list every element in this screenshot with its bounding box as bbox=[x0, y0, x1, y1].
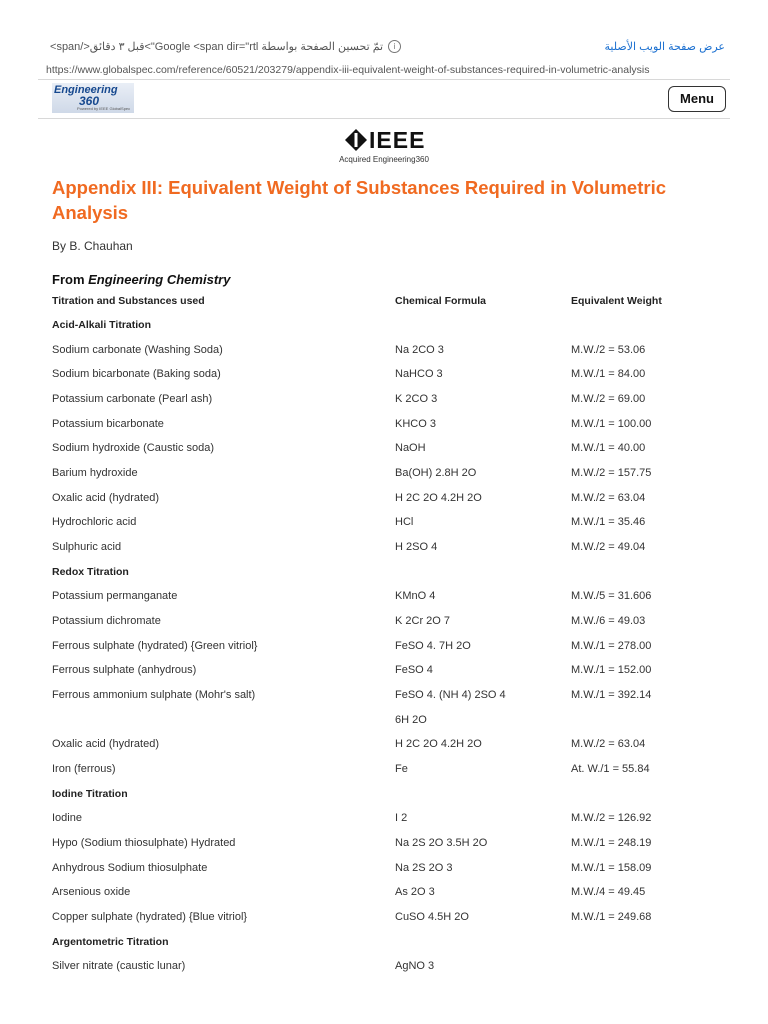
ieee-diamond-icon bbox=[345, 129, 367, 151]
page-title: Appendix III: Equivalent Weight of Substances Required in Volumetric Analysis bbox=[52, 177, 667, 223]
substance-name: Sodium carbonate (Washing Soda) bbox=[52, 343, 223, 356]
substance-name: Potassium carbonate (Pearl ash) bbox=[52, 393, 213, 405]
table-row bbox=[0, 541, 768, 559]
table-row bbox=[0, 911, 768, 929]
table-row bbox=[0, 664, 768, 682]
chemical-formula: FeSO 4 bbox=[395, 664, 433, 677]
substance-name: Ferrous sulphate (anhydrous) bbox=[52, 664, 197, 677]
acquired-text: Acquired Engineering360 bbox=[339, 155, 429, 164]
table-row bbox=[0, 738, 768, 756]
table-row bbox=[0, 615, 768, 633]
chemical-formula: H 2SO 4 bbox=[395, 540, 438, 553]
chemical-formula: H 2C 2O 4.2H 2O bbox=[395, 491, 482, 504]
chemical-formula: NaHCO 3 bbox=[395, 368, 443, 381]
section-header bbox=[0, 319, 768, 337]
equivalent-weight: M.W./2 = 157.75 bbox=[571, 467, 652, 479]
table-row bbox=[0, 590, 768, 608]
substance-name: Silver nitrate (caustic lunar) bbox=[52, 960, 186, 973]
equivalent-weight: M.W./2 = 69.00 bbox=[571, 393, 646, 405]
substance-name: Oxalic acid (hydrated) bbox=[52, 738, 159, 751]
substance-name: Ferrous sulphate (hydrated) {Green vitriol} bbox=[52, 639, 258, 652]
menu-button[interactable]: Menu bbox=[668, 86, 726, 112]
substance-name: Ferrous ammonium sulphate (Mohr's salt) bbox=[52, 688, 256, 701]
chemical-formula: FeSO 4. (NH 4) 2SO 4 bbox=[395, 688, 506, 701]
table-row bbox=[0, 837, 768, 855]
table-row bbox=[0, 467, 768, 485]
chemical-formula: Na 2S 2O 3.5H 2O bbox=[395, 836, 488, 849]
chemical-formula: As 2O 3 bbox=[395, 886, 435, 899]
column-header-weight: Equivalent Weight bbox=[571, 295, 662, 307]
equivalent-weight: M.W./5 = 31.606 bbox=[571, 590, 652, 603]
section-title: Acid-Alkali Titration bbox=[52, 319, 151, 331]
equivalent-weight: M.W./1 = 278.00 bbox=[571, 639, 652, 652]
substance-name: Potassium bicarbonate bbox=[52, 417, 164, 430]
author: By B. Chauhan bbox=[52, 239, 133, 253]
substance-name: Sodium bicarbonate (Baking soda) bbox=[52, 368, 221, 381]
page-url[interactable]: https://www.globalspec.com/reference/60521/203279/appendix-iii-equivalent-weight-of-substances-required-in-volumetric-analysis bbox=[46, 64, 650, 76]
divider bbox=[38, 79, 730, 80]
ieee-text: IEEE bbox=[369, 127, 426, 153]
substance-name: Sulphuric acid bbox=[52, 540, 122, 553]
equivalent-weight: M.W./1 = 248.19 bbox=[571, 836, 652, 849]
equivalent-weight: At. W./1 = 55.84 bbox=[571, 762, 650, 775]
section-header bbox=[0, 566, 768, 584]
table-row bbox=[0, 714, 768, 732]
chemical-formula: KHCO 3 bbox=[395, 417, 436, 430]
translation-bar bbox=[0, 36, 768, 56]
equivalent-weight: M.W./4 = 49.45 bbox=[571, 886, 646, 899]
table-row bbox=[0, 960, 768, 978]
equivalent-weight: M.W./1 = 40.00 bbox=[571, 442, 646, 455]
chemical-formula: NaOH bbox=[395, 442, 426, 455]
table-row bbox=[0, 344, 768, 362]
chemical-formula: AgNO 3 bbox=[395, 960, 435, 973]
equivalent-weight: M.W./1 = 152.00 bbox=[571, 664, 652, 677]
view-original-link[interactable]: عرض صفحة الويب الأصلية bbox=[604, 41, 725, 53]
chemical-formula: HCl bbox=[395, 516, 414, 529]
equivalent-weight: M.W./1 = 35.46 bbox=[571, 516, 646, 529]
table-row bbox=[0, 442, 768, 460]
table-row bbox=[0, 368, 768, 386]
divider bbox=[38, 118, 730, 119]
ieee-logo bbox=[345, 128, 425, 152]
chemical-formula: H 2C 2O 4.2H 2O bbox=[395, 738, 482, 751]
chemical-formula: 6H 2O bbox=[395, 713, 427, 726]
table-row bbox=[0, 492, 768, 510]
google-notice bbox=[50, 40, 401, 53]
equivalent-weight: M.W./2 = 126.92 bbox=[571, 812, 652, 825]
chemical-formula: CuSO 4.5H 2O bbox=[395, 910, 469, 923]
equivalent-weight: M.W./6 = 49.03 bbox=[571, 614, 646, 627]
substance-name: Barium hydroxide bbox=[52, 467, 138, 479]
equivalent-weight: M.W./2 = 63.04 bbox=[571, 738, 646, 751]
engineering360-logo[interactable]: Engineering 360 Powered by IEEE GlobalSpec bbox=[52, 83, 134, 113]
chemical-formula: Ba(OH) 2.8H 2O bbox=[395, 467, 477, 479]
table-row bbox=[0, 763, 768, 781]
table-row bbox=[0, 812, 768, 830]
substance-name: Sodium hydroxide (Caustic soda) bbox=[52, 442, 215, 455]
google-notice-text: تمّ تحسين الصفحة بواسطة Google <span dir="rtl">قبل ٣ دقائق</span> bbox=[50, 41, 384, 53]
substance-name: Iodine bbox=[52, 812, 82, 825]
chemical-formula: FeSO 4. 7H 2O bbox=[395, 639, 471, 652]
equivalent-weight: M.W./1 = 100.00 bbox=[571, 417, 652, 430]
section-header bbox=[0, 788, 768, 806]
substance-name: Copper sulphate (hydrated) {Blue vitriol} bbox=[52, 910, 248, 923]
chemical-formula: K 2CO 3 bbox=[395, 393, 438, 405]
section-title: Redox Titration bbox=[52, 565, 129, 578]
source-title: Engineering Chemistry bbox=[88, 272, 231, 287]
section-title: Iodine Titration bbox=[52, 787, 128, 800]
table-row bbox=[0, 886, 768, 904]
substance-name: Hydrochloric acid bbox=[52, 516, 137, 529]
section-title: Argentometric Titration bbox=[52, 935, 169, 948]
chemical-formula: KMnO 4 bbox=[395, 590, 436, 603]
column-header-substance: Titration and Substances used bbox=[52, 295, 205, 307]
equivalent-weight: M.W./2 = 53.06 bbox=[571, 343, 646, 356]
substance-name: Anhydrous Sodium thiosulphate bbox=[52, 861, 208, 874]
substance-name: Potassium permanganate bbox=[52, 590, 178, 603]
equivalent-weight: M.W./2 = 49.04 bbox=[571, 540, 646, 553]
equivalent-weight: M.W./2 = 63.04 bbox=[571, 491, 646, 504]
source-line: From Engineering Chemistry bbox=[52, 272, 231, 287]
chemical-formula: I 2 bbox=[395, 812, 408, 825]
info-icon[interactable]: i bbox=[388, 40, 401, 53]
chemical-formula: Na 2S 2O 3 bbox=[395, 861, 453, 874]
table-row bbox=[0, 640, 768, 658]
equivalent-weight: M.W./1 = 158.09 bbox=[571, 861, 652, 874]
section-header bbox=[0, 936, 768, 954]
equivalent-weight: M.W./1 = 392.14 bbox=[571, 688, 652, 701]
table-row bbox=[0, 393, 768, 411]
chemical-formula: Fe bbox=[395, 762, 408, 775]
chemical-formula: K 2Cr 2O 7 bbox=[395, 614, 451, 627]
chemical-formula: Na 2CO 3 bbox=[395, 343, 444, 356]
table-row bbox=[0, 862, 768, 880]
table-row bbox=[0, 418, 768, 436]
table-row bbox=[0, 689, 768, 707]
substance-name: Potassium dichromate bbox=[52, 614, 161, 627]
table-row bbox=[0, 516, 768, 534]
substance-name: Iron (ferrous) bbox=[52, 762, 116, 775]
substance-name: Hypo (Sodium thiosulphate) Hydrated bbox=[52, 836, 236, 849]
equivalent-weight: M.W./1 = 249.68 bbox=[571, 910, 652, 923]
column-header-formula: Chemical Formula bbox=[395, 295, 487, 307]
equivalent-weight: M.W./1 = 84.00 bbox=[571, 368, 646, 381]
substance-name: Oxalic acid (hydrated) bbox=[52, 491, 159, 504]
substance-name: Arsenious oxide bbox=[52, 886, 131, 899]
